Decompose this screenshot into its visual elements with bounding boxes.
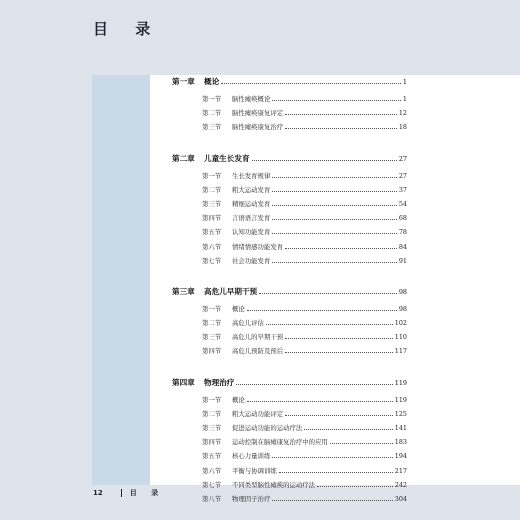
- leader-dots: [272, 262, 397, 263]
- section-page: 68: [398, 214, 407, 223]
- chapter-number: 第一章: [172, 77, 195, 86]
- section-number: 第八节: [202, 494, 222, 503]
- chapter-page: 1: [402, 78, 407, 86]
- leader-dots: [252, 160, 397, 161]
- section-number: 第四节: [202, 214, 222, 223]
- section-title: 促进运动功能的运动疗法: [232, 424, 303, 432]
- leader-dots: [330, 443, 393, 444]
- toc-section-row: [172, 332, 407, 346]
- section-number: 第三节: [202, 123, 222, 132]
- leader-dots: [304, 429, 393, 430]
- section-title: 平衡与协调训练: [232, 466, 277, 475]
- leader-dots: [285, 248, 397, 249]
- section-page: 141: [394, 424, 407, 432]
- section-page: 37: [398, 185, 407, 194]
- toc-section-row: [172, 304, 407, 318]
- toc-section-row: [172, 199, 407, 213]
- toc-section-row: [172, 122, 407, 136]
- chapter-title: 概论: [204, 77, 220, 86]
- section-page: 1: [402, 95, 407, 103]
- section-page: 183: [394, 438, 407, 447]
- toc-section-row: [172, 185, 407, 199]
- section-title: 物理因子治疗: [232, 494, 271, 503]
- section-page: 194: [394, 452, 407, 461]
- section-page: 98: [398, 304, 407, 313]
- chapter-page: 27: [398, 154, 407, 163]
- section-page: 217: [394, 466, 407, 475]
- section-title: 生长发育规律: [232, 171, 271, 180]
- chapter-number: 第二章: [172, 153, 195, 163]
- leader-dots: [266, 324, 393, 325]
- footer-page-number: 12: [93, 489, 103, 497]
- section-number: 第三节: [202, 199, 222, 208]
- section-number: 第四节: [202, 438, 222, 447]
- section-title: 高危儿预防及预后: [232, 347, 284, 356]
- section-title: 脑性瘫痪康复治疗: [232, 123, 284, 132]
- leader-dots: [285, 128, 397, 129]
- section-title: 高危儿的早期干预: [232, 333, 284, 342]
- section-page: 110: [394, 333, 407, 342]
- section-number: 第一节: [202, 395, 222, 404]
- section-number: 第三节: [202, 333, 222, 342]
- section-number: 第六节: [202, 242, 222, 251]
- chapter-number: 第四章: [172, 377, 195, 387]
- leader-dots: [236, 384, 392, 385]
- section-page: 242: [394, 480, 407, 489]
- toc-chapter-row: [172, 286, 407, 302]
- section-number: 第二节: [202, 185, 222, 194]
- toc-section-row: [172, 227, 407, 241]
- section-number: 第二节: [202, 319, 222, 328]
- section-number: 第五节: [202, 228, 222, 237]
- section-page: 18: [398, 123, 407, 132]
- section-title: 运动控制在脑瘫康复治疗中的应用: [232, 438, 328, 447]
- chapter-title: 高危儿早期干预: [204, 286, 258, 296]
- leader-dots: [272, 457, 392, 458]
- section-number: 第一节: [202, 95, 222, 103]
- footer-label: 目 录: [129, 489, 165, 497]
- section-page: 12: [398, 109, 407, 118]
- toc-section-row: [172, 423, 407, 437]
- section-title: 高危儿评估: [232, 319, 264, 328]
- toc-chapter-row: [172, 76, 407, 92]
- section-number: 第一节: [202, 171, 222, 180]
- section-title: 脑性瘫痪康复评定: [232, 109, 284, 118]
- leader-dots: [221, 83, 401, 84]
- section-page: 304: [394, 494, 407, 503]
- section-number: 第一节: [202, 304, 222, 313]
- leader-dots: [272, 219, 397, 220]
- page-footer: [93, 488, 164, 498]
- section-number: 第七节: [202, 480, 222, 489]
- section-number: 第四节: [202, 347, 222, 356]
- leader-dots: [272, 191, 397, 192]
- section-number: 第五节: [202, 452, 222, 461]
- toc-section-row: [172, 437, 407, 451]
- decorative-side-band: [92, 75, 150, 485]
- leader-dots: [272, 205, 397, 206]
- chapter-title: 儿童生长发育: [204, 153, 250, 163]
- section-page: 125: [394, 409, 407, 418]
- toc-chapter-row: [172, 377, 407, 393]
- chapter-number: 第三章: [172, 286, 195, 296]
- chapter-page: 98: [398, 287, 407, 296]
- toc-section-row: [172, 395, 407, 409]
- section-title: 认知功能发育: [232, 228, 271, 237]
- toc-section-row: [172, 494, 407, 508]
- leader-dots: [285, 338, 393, 339]
- toc-chapter: [172, 377, 407, 509]
- section-page: 117: [394, 347, 407, 356]
- toc-chapter: [172, 286, 407, 361]
- footer-divider: [121, 489, 122, 497]
- section-title: 情绪情感功能发育: [232, 242, 284, 251]
- leader-dots: [285, 114, 397, 115]
- section-page: 27: [398, 171, 407, 180]
- toc-section-row: [172, 242, 407, 256]
- section-page: 54: [398, 199, 407, 208]
- section-title: 社会功能发育: [232, 256, 271, 265]
- toc-chapter: [172, 153, 407, 270]
- section-page: 119: [394, 395, 407, 404]
- leader-dots: [247, 401, 393, 402]
- toc-section-row: [172, 94, 407, 108]
- section-page: 78: [398, 228, 407, 237]
- section-title: 概论: [232, 304, 245, 313]
- section-title: 精细运动发育: [232, 199, 271, 208]
- toc-section-row: [172, 108, 407, 122]
- toc-chapter-row: [172, 153, 407, 169]
- section-number: 第二节: [202, 409, 222, 418]
- toc-section-row: [172, 213, 407, 227]
- table-of-contents: [172, 76, 407, 520]
- chapter-page: 119: [394, 378, 407, 387]
- toc-section-row: [172, 346, 407, 360]
- leader-dots: [317, 486, 393, 487]
- section-number: 第六节: [202, 466, 222, 475]
- leader-dots: [259, 293, 397, 294]
- section-page: 84: [398, 242, 407, 251]
- toc-chapter: [172, 76, 407, 137]
- toc-section-row: [172, 171, 407, 185]
- leader-dots: [272, 500, 392, 501]
- section-number: 第二节: [202, 109, 222, 118]
- section-page: 102: [394, 319, 407, 328]
- toc-section-row: [172, 409, 407, 423]
- leader-dots: [272, 100, 401, 101]
- section-page: 91: [398, 256, 407, 265]
- section-title: 粗大运动功能评定: [232, 409, 284, 418]
- section-title: 粗大运动发育: [232, 185, 271, 194]
- toc-section-row: [172, 466, 407, 480]
- page-title: 目 录: [93, 20, 162, 38]
- leader-dots: [285, 352, 393, 353]
- leader-dots: [279, 472, 393, 473]
- toc-section-row: [172, 318, 407, 332]
- section-title: 核心力量训练: [232, 452, 271, 461]
- leader-dots: [247, 310, 397, 311]
- toc-section-row: [172, 256, 407, 270]
- section-title: 概论: [232, 395, 245, 404]
- toc-section-row: [172, 451, 407, 465]
- leader-dots: [272, 233, 397, 234]
- leader-dots: [285, 415, 393, 416]
- section-title: 不同类型脑性瘫痪的运动疗法: [232, 480, 316, 489]
- section-title: 脑性瘫痪概论: [232, 95, 271, 103]
- leader-dots: [272, 177, 397, 178]
- section-title: 言语语言发育: [232, 214, 271, 223]
- chapter-title: 物理治疗: [204, 377, 235, 387]
- section-number: 第七节: [202, 256, 222, 265]
- toc-section-row: [172, 480, 407, 494]
- section-number: 第三节: [202, 424, 222, 432]
